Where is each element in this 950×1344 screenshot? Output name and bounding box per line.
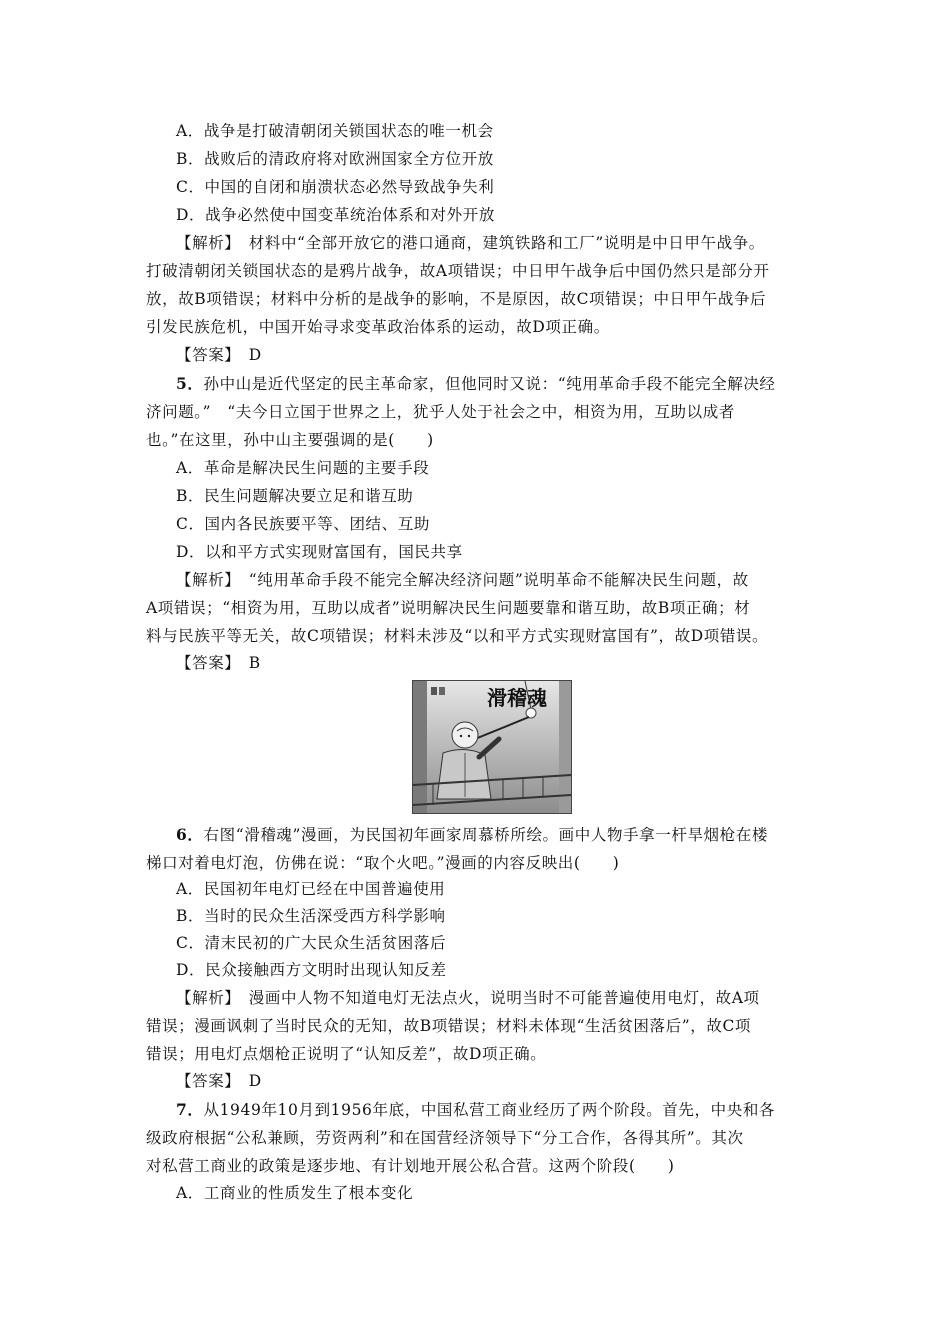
q5-analysis-line: 【解析】 “纯用革命手段不能完全解决经济问题”说明革命不能解决民生问题，故 bbox=[176, 571, 749, 589]
q4-analysis-line: 【解析】 材料中“全部开放它的港口通商，建筑铁路和工厂”说明是中日甲午战争。 bbox=[176, 234, 765, 252]
q4-option-a: A．战争是打破清朝闭关锁国状态的唯一机会 bbox=[176, 122, 494, 140]
q6-stem-line bbox=[176, 822, 768, 848]
q6-option-a: A．民国初年电灯已经在中国普遍使用 bbox=[176, 880, 446, 898]
q6-analysis-line: 【解析】 漫画中人物不知道电灯无法点火，说明当时不可能普遍使用电灯，故A项 bbox=[176, 989, 760, 1007]
q4-option-b: B．战败后的清政府将对欧洲国家全方位开放 bbox=[176, 150, 494, 168]
q4-option-d: D．战争必然使中国变革统治体系和对外开放 bbox=[176, 206, 495, 224]
q6-stem-text: 右图“滑稽魂”漫画，为民国初年画家周慕桥所绘。画中人物手拿一杆旱烟枪在楼 bbox=[203, 826, 768, 844]
q5-option-c: C．国内各民族要平等、团结、互助 bbox=[176, 515, 430, 533]
q6-analysis-line: 错误；漫画讽刺了当时民众的无知，故B项错误；材料未体现“生活贫困落后”，故C项 bbox=[146, 1017, 752, 1035]
cartoon-caption: 滑稽魂 bbox=[487, 686, 547, 710]
q5-analysis-line: A项错误；“相资为用，互助以成者”说明解决民生问题要靠和谐互助，故B项正确；材 bbox=[146, 599, 751, 617]
cartoon-illustration bbox=[413, 681, 571, 813]
q4-analysis-line: 引发民族危机，中国开始寻求变革政治体系的运动，故D项正确。 bbox=[146, 318, 610, 336]
q7-option-a: A．工商业的性质发生了根本变化 bbox=[176, 1184, 414, 1202]
q6-option-c: C．清末民初的广大民众生活贫困落后 bbox=[176, 934, 447, 952]
q5-number: 5． bbox=[176, 374, 204, 393]
q6-option-d: D．民众接触西方文明时出现认知反差 bbox=[176, 961, 447, 979]
q6-answer: 【答案】 D bbox=[176, 1072, 262, 1090]
q5-stem-line: 也。”在这里，孙中山主要强调的是( ) bbox=[146, 431, 434, 449]
q5-answer: 【答案】 B bbox=[176, 654, 261, 672]
q7-stem-line: 级政府根据“公私兼顾，劳资两利”和在国营经济领导下“分工合作，各得其所”。其次 bbox=[146, 1129, 744, 1147]
q5-analysis-line: 料与民族平等无关，故C项错误；材料未涉及“以和平方式实现财富国有”，故D项错误。 bbox=[146, 627, 769, 645]
q6-analysis-line: 错误；用电灯点烟枪正说明了“认知反差”，故D项正确。 bbox=[146, 1045, 547, 1063]
q4-option-c: C．中国的自闭和崩溃状态必然导致战争失利 bbox=[176, 178, 495, 196]
q6-stem-line: 梯口对着电灯泡，仿佛在说：“取个火吧。”漫画的内容反映出( ) bbox=[146, 854, 620, 872]
q5-option-d: D．以和平方式实现财富国有，国民共享 bbox=[176, 543, 463, 561]
q6-option-b: B．当时的民众生活深受西方科学影响 bbox=[176, 907, 446, 925]
q5-stem-line bbox=[176, 371, 776, 397]
q4-answer: 【答案】 D bbox=[176, 346, 262, 364]
q4-analysis-line: 放，故B项错误；材料中分析的是战争的影响，不是原因，故C项错误；中日甲午战争后 bbox=[146, 290, 767, 308]
q7-stem-line bbox=[176, 1097, 775, 1123]
q5-option-b: B．民生问题解决要立足和谐互助 bbox=[176, 487, 414, 505]
q7-number: 7． bbox=[176, 1100, 204, 1119]
q7-stem-line: 对私营工商业的政策是逐步地、有计划地开展公私合营。这两个阶段( ) bbox=[146, 1157, 675, 1175]
q7-stem-text: 从1949年10月到1956年底，中国私营工商业经历了两个阶段。首先，中央和各 bbox=[203, 1101, 776, 1119]
q5-stem-text: 孙中山是近代坚定的民主革命家，但他同时又说：“纯用革命手段不能完全解决经 bbox=[203, 375, 776, 393]
q5-stem-line: 济问题。” “夫今日立国于世界之上，犹乎人处于社会之中，相资为用，互助以成者 bbox=[146, 403, 735, 421]
cartoon-figure bbox=[412, 680, 572, 814]
q6-number: 6． bbox=[176, 825, 204, 844]
q4-analysis-line: 打破清朝闭关锁国状态的是鸦片战争，故A项错误；中日甲午战争后中国仍然只是部分开 bbox=[146, 262, 770, 280]
q5-option-a: A．革命是解决民生问题的主要手段 bbox=[176, 459, 430, 477]
